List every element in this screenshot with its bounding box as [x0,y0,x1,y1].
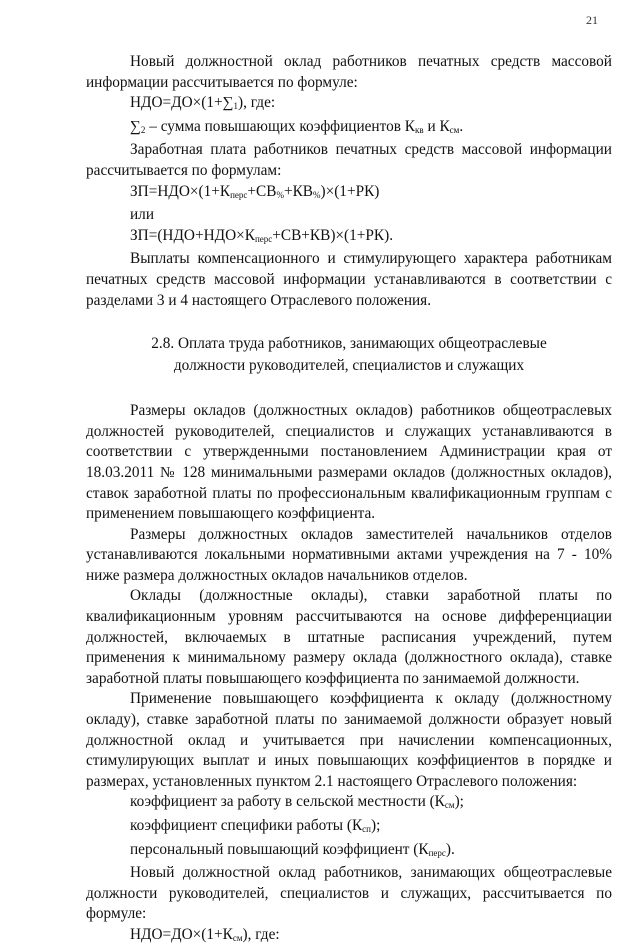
list-item-rural-coefficient: коэффициент за работу в сельской местности $(К_{см})$; [130,793,464,811]
paragraph-new-salary-general: Новый должностной оклад работников, занимающих общеотраслевые должности руководителей, специалистов и служащих, рассчитывается по формуле: [86,864,612,923]
paragraph-new-salary-print-media: Новый должностной оклад работников печатных средств массовой информации рассчитывается по формуле: [86,53,612,91]
formula-zp-1: $ЗП=НДО\times(1+К_{перс}+СВ_{\%}+КВ_{\%})\times(1+РК)$ [130,182,380,200]
paragraph-compensation-payments: Выплаты компенсационного и стимулирующего характера работникам печатных средств массовой информации устанавливаются в соответствии с разделами 3 и 4 настоящего Отраслевого положения. [86,250,612,309]
list-item-specific-coefficient: коэффициент специфики работы $(К_{сп})$; [130,817,381,834]
formula-sigma-description: $\sum_2$ – сумма повышающих коэффициентов $К_{кв}$ и $К_{см}$. [130,117,464,135]
paragraph-deputy-salaries: Размеры должностных окладов заместителей начальников отделов устанавливаются локальными нормативными актами учреждения на 7 - 10% ниже размера должностных окладов начальников отделов. [86,525,612,584]
formula-zp-2: $ЗП=(НДО+НДО\times К_{перс}+СВ+КВ)\times(1+РК)$. [130,226,394,244]
section-heading-line-1: 2.8. Оплата труда работников, занимающих общеотраслевые [151,335,547,353]
paragraph-salary-sizes: Размеры окладов (должностных окладов) работников общеотраслевых должностей руководителей, специалистов и служащих устанавливаются в соответствии с утвержденными постановлением Администрации края от 18.03.2011 № 128 минимальными размерами окладов (должностных окладов), ставок заработной платы по профессиональным квалификационным группам с применением повышающего коэффициента. [86,402,612,523]
paragraph-coefficient-application: Применение повышающего коэффициента к окладу (должностному окладу), ставке заработной платы по занимаемой должности образует новый должностной оклад и учитывается при начислении компенсационных, стимулирующих выплат и иных повышающих коэффициентов в порядке и размерах, установленных пунктом 2.1 настоящего Отраслевого положения: [86,690,612,790]
formula-ndo-ksm: $НДО=ДО\times(1+К_{см})$, где: [130,925,280,943]
document-body [86,52,612,949]
list-item-personal-coefficient: персональный повышающий коэффициент $(К_{перс})$. [130,840,455,858]
page-number: 21 [586,13,598,27]
section-heading [86,333,612,376]
paragraph-qualification-levels: Оклады (должностные оклады), ставки заработной платы по квалификационным уровням рассчитываются на основе дифференциации должностей, включаемых в штатные расписания учреждений, путем применения к минимальному размеру оклада (должностного оклада), ставке заработной платы повышающего коэффициента по занимаемой должности. [86,587,612,687]
paragraph-wage-print-media: Заработная плата работников печатных средств массовой информации рассчитывается по формулам: [86,141,612,179]
or-label: или [130,206,155,224]
section-heading-line-2: должности руководителей, специалистов и служащих [173,356,525,374]
formula-ndo-sigma: $НДО=ДО\times(1+\sum_1)$, где: [130,94,276,112]
